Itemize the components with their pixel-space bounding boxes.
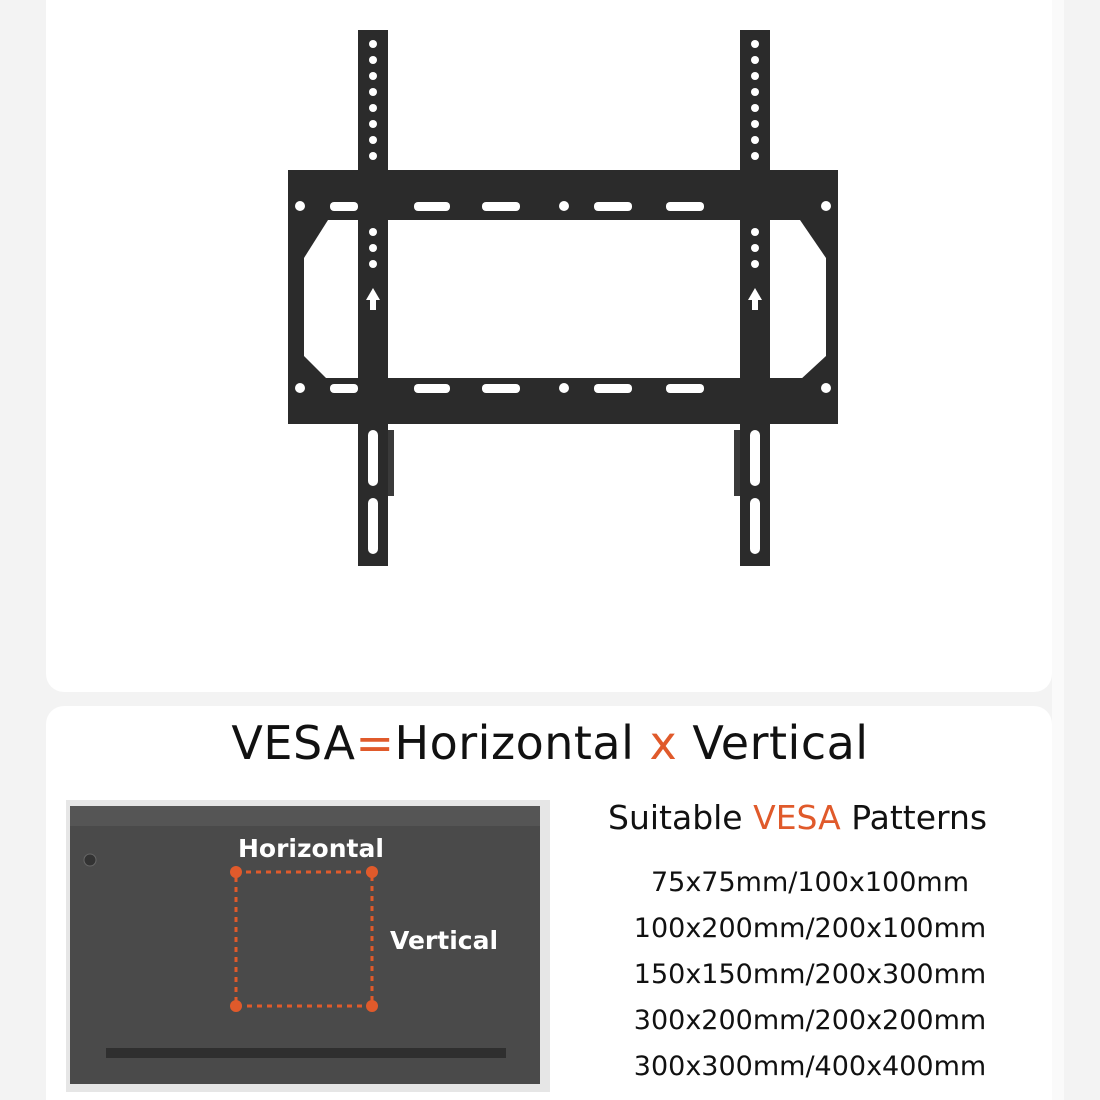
wall-mount-bracket-image [280, 26, 840, 586]
title-times: x [649, 716, 678, 770]
title-vertical: Vertical [692, 716, 869, 770]
pattern-item: 300x200mm/200x200mm [633, 1005, 987, 1036]
patterns-heading-accent: VESA [753, 798, 841, 837]
vesa-patterns-list [610, 866, 1010, 1096]
title-equals: = [355, 716, 395, 770]
title-vesa: VESA [231, 716, 356, 770]
pattern-item: 75x75mm/100x100mm [650, 867, 970, 898]
patterns-heading-suffix: Patterns [851, 798, 988, 837]
vertical-label: Vertical [390, 926, 499, 955]
patterns-heading [608, 798, 987, 837]
pattern-item: 100x200mm/200x100mm [633, 913, 987, 944]
patterns-heading-prefix: Suitable [608, 798, 743, 837]
vesa-formula-title [0, 716, 1100, 770]
pattern-item: 150x150mm/200x300mm [633, 959, 987, 990]
pattern-item: 300x300mm/400x400mm [633, 1051, 987, 1082]
title-horizontal: Horizontal [394, 716, 635, 770]
horizontal-label: Horizontal [238, 834, 384, 863]
edge-strip [1052, 0, 1064, 1100]
